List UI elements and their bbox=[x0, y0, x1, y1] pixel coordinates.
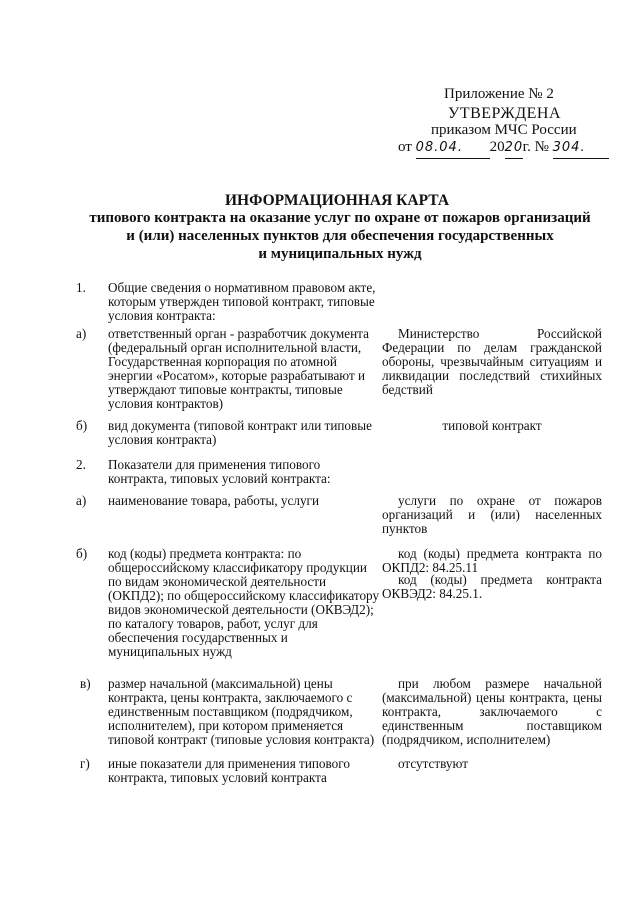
row-label: иные показатели для применения типового контракта, типовых условий контракта bbox=[108, 756, 350, 785]
row-value: типовой контракт bbox=[442, 418, 542, 433]
row-label: Общие сведения о нормативном правовом акте, которым утвержден типовой контракт, типовые условия контракта: bbox=[108, 280, 376, 323]
row-number: 2. bbox=[76, 457, 86, 472]
row-number: а) bbox=[76, 326, 87, 341]
row-number: а) bbox=[76, 493, 87, 508]
date-handwritten: 08.04. bbox=[416, 138, 490, 159]
title-line-4: и муниципальных нужд bbox=[258, 246, 422, 262]
title-line-3: и (или) населенных пунктов для обеспечения государственных bbox=[126, 228, 554, 244]
row-value-2: код (коды) предмета контракта ОКВЭД2: 84.25.1. bbox=[382, 572, 602, 601]
order-date-line bbox=[398, 137, 609, 159]
row-label: вид документа (типовой контракт или типовые условия контракта) bbox=[108, 418, 372, 447]
document-title: ИНФОРМАЦИОННАЯ КАРТА bbox=[224, 192, 450, 209]
row-number: 1. bbox=[76, 280, 86, 295]
appendix-label: Приложение № 2 bbox=[444, 86, 554, 102]
row-number: в) bbox=[80, 676, 91, 691]
row-label: наименование товара, работы, услуги bbox=[108, 493, 319, 508]
year-prefix: 20 bbox=[489, 139, 505, 155]
date-prefix: от bbox=[398, 139, 412, 155]
row-value: код (коды) предмета контракта по ОКПД2: 84.25.11 bbox=[382, 546, 602, 575]
year-suffix: г. № bbox=[522, 139, 549, 155]
row-value: услуги по охране от пожаров организаций и (или) населенных пунктов bbox=[382, 493, 602, 536]
row-value: отсутствуют bbox=[398, 756, 468, 771]
row-label: размер начальной (максимальной) цены контракта, цены контракта, заключаемого с единственным поставщиком (подрядчиком, исполнителем), при котором применяется типовой контракт (типовые условия контракта) bbox=[108, 676, 375, 747]
approved-label: УТВЕРЖДЕНА bbox=[448, 105, 562, 122]
row-value: при любом размере начальной (максимальной) цены контракта, цены контракта, заключаемого с единственным поставщиком (подрядчиком, исполнителем) bbox=[382, 676, 602, 747]
row-number: б) bbox=[76, 418, 88, 433]
number-handwritten: 304. bbox=[553, 138, 609, 159]
row-label: ответственный орган - разработчик документа (федеральный орган исполнительной власти, Государственная корпорация по атомной энергии «Росатом», которые разрабатывают и утверждают типовые контракты, типовые условия контрактов) bbox=[108, 326, 369, 411]
row-label: Показатели для применения типового контракта, типовых условий контракта: bbox=[108, 457, 331, 486]
year-handwritten: 20 bbox=[505, 138, 523, 159]
order-label: приказом МЧС России bbox=[431, 122, 577, 138]
row-number: г) bbox=[80, 756, 90, 771]
row-value: Министерство Российской Федерации по делам гражданской обороны, чрезвычайным ситуациям и ликвидации последствий стихийных бедствий bbox=[382, 326, 602, 397]
row-number: б) bbox=[76, 546, 88, 561]
row-label: код (коды) предмета контракта: по общероссийскому классификатору продукции по видам экономической деятельности (ОКПД2); по общероссийскому классификатору видов экономической деятельности (ОКВЭД2); по каталогу товаров, работ, услуг для обеспечения государственных и муниципальных нужд bbox=[108, 546, 380, 659]
title-line-2: типового контракта на оказание услуг по охране от пожаров организаций bbox=[89, 210, 591, 226]
